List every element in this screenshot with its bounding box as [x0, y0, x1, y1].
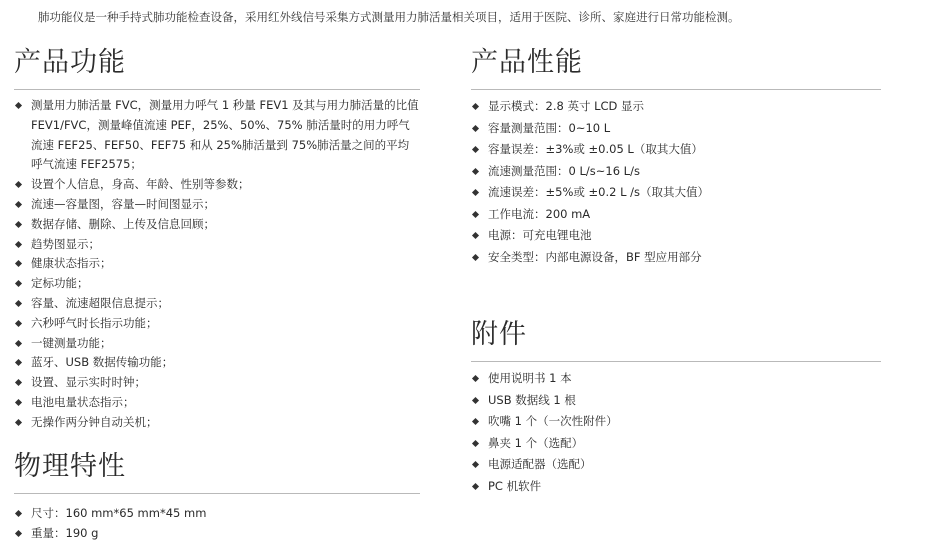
functions-item [14, 334, 420, 354]
functions-item [14, 175, 420, 195]
functions-item-text: 定标功能； [31, 276, 89, 291]
diamond-bullet-icon [15, 320, 22, 327]
diamond-bullet-icon [472, 482, 479, 489]
performance-item-text: 流速误差：±5%或 ±0.2 L /s（取其大值） [488, 185, 710, 199]
performance-item [471, 118, 881, 140]
functions-item-text: 容量、流速超限信息提示； [31, 295, 169, 310]
functions-item [14, 294, 420, 314]
functions-item [14, 353, 420, 373]
performance-item-text: 容量误差：±3%或 ±0.05 L（取其大值） [488, 142, 703, 156]
diamond-bullet-icon [15, 399, 22, 406]
performance-item-text: 工作电流：200 mA [488, 206, 591, 221]
accessories-title: 附件 [471, 319, 527, 350]
diamond-bullet-icon [472, 210, 479, 217]
functions-item-text: 六秒呼气时长指示功能； [31, 315, 158, 330]
diamond-bullet-icon [472, 167, 479, 174]
diamond-bullet-icon [15, 300, 22, 307]
diamond-bullet-icon [472, 103, 479, 110]
functions-item [14, 373, 420, 393]
performance-divider [471, 89, 881, 90]
accessories-item [471, 368, 881, 390]
accessories-item [471, 454, 881, 476]
diamond-bullet-icon [15, 221, 22, 228]
physical-item [14, 504, 420, 524]
functions-item [14, 215, 420, 235]
accessories-item [471, 476, 881, 498]
performance-item-text: 电源：可充电锂电池 [488, 228, 592, 242]
accessories-item-text: 吹嘴 1 个（一次性附件） [488, 414, 618, 428]
performance-item [471, 247, 881, 269]
functions-item-text: 健康状态指示； [31, 256, 112, 271]
functions-item-text: 一键测量功能； [31, 335, 112, 350]
accessories-item-text: 电源适配器（选配） [488, 457, 592, 471]
functions-item [14, 254, 420, 274]
performance-list [471, 96, 881, 268]
functions-item-text: 设置、显示实时时钟； [31, 375, 146, 390]
functions-item-text: 电池电量状态指示； [31, 394, 135, 409]
diamond-bullet-icon [472, 461, 479, 468]
functions-divider [14, 89, 420, 90]
functions-item-text: 设置个人信息，身高、年龄、性别等参数； [31, 177, 250, 192]
diamond-bullet-icon [15, 181, 22, 188]
accessories-list [471, 368, 881, 497]
performance-item-text: 安全类型：内部电源设备，BF 型应用部分 [488, 249, 702, 264]
diamond-bullet-icon [472, 232, 479, 239]
diamond-bullet-icon [15, 260, 22, 267]
functions-list [14, 96, 420, 433]
diamond-bullet-icon [15, 102, 22, 109]
functions-item [14, 274, 420, 294]
physical-title: 物理特性 [14, 451, 126, 482]
functions-item [14, 393, 420, 413]
performance-item [471, 96, 881, 118]
accessories-item [471, 433, 881, 455]
functions-item-text: 趋势图显示； [31, 236, 100, 251]
performance-item [471, 204, 881, 226]
performance-item-text: 流速测量范围：0 L/s~16 L/s [488, 163, 640, 178]
diamond-bullet-icon [15, 530, 22, 537]
physical-divider [14, 493, 420, 494]
accessories-item-text: USB 数据线 1 根 [488, 392, 576, 407]
performance-section [471, 46, 881, 268]
accessories-item-text: 鼻夹 1 个（选配） [488, 435, 584, 450]
performance-item-text: 显示模式：2.8 英寸 LCD 显示 [488, 99, 645, 113]
diamond-bullet-icon [472, 418, 479, 425]
diamond-bullet-icon [15, 419, 22, 426]
functions-item-text: 流速—容量图，容量—时间图显示； [31, 196, 215, 211]
functions-item [14, 413, 420, 433]
diamond-bullet-icon [472, 124, 479, 131]
accessories-item [471, 411, 881, 433]
functions-item [14, 235, 420, 255]
diamond-bullet-icon [15, 280, 22, 287]
accessories-item [471, 390, 881, 412]
diamond-bullet-icon [472, 396, 479, 403]
diamond-bullet-icon [472, 146, 479, 153]
performance-item [471, 139, 881, 161]
physical-item-text: 重量：190 g [31, 525, 99, 540]
performance-item [471, 182, 881, 204]
functions-item [14, 96, 420, 175]
functions-section [14, 46, 420, 433]
accessories-item-text: 使用说明书 1 本 [488, 371, 572, 385]
functions-title: 产品功能 [14, 47, 126, 78]
diamond-bullet-icon [15, 379, 22, 386]
performance-title: 产品性能 [471, 47, 583, 78]
diamond-bullet-icon [472, 439, 479, 446]
performance-item-text: 容量测量范围：0~10 L [488, 120, 611, 135]
functions-item [14, 195, 420, 215]
physical-section [14, 450, 420, 544]
accessories-section [471, 318, 881, 497]
performance-item [471, 161, 881, 183]
functions-item-text: 测量用力肺活量 FVC，测量用力呼气 1 秒量 FEV1 及其与用力肺活量的比值 FEV1/FVC，测量峰值流速 PEF，25%、50%、75% 肺活量时的用力呼气流速 FEF25、FEF50、FEF75 和从 25%肺活量到 75%肺活量之间的平均呼气流速 FEF2575； [31, 98, 419, 172]
functions-item [14, 314, 420, 334]
diamond-bullet-icon [15, 510, 22, 517]
functions-item-text: 无操作两分钟自动关机； [31, 414, 158, 429]
physical-item [14, 524, 420, 544]
diamond-bullet-icon [472, 375, 479, 382]
functions-item-text: 数据存储、删除、上传及信息回顾； [31, 216, 215, 231]
diamond-bullet-icon [472, 189, 479, 196]
diamond-bullet-icon [15, 359, 22, 366]
performance-item [471, 225, 881, 247]
functions-item-text: 蓝牙、USB 数据传输功能； [31, 355, 174, 370]
diamond-bullet-icon [15, 241, 22, 248]
diamond-bullet-icon [15, 340, 22, 347]
physical-list [14, 504, 420, 544]
physical-item-text: 尺寸：160 mm*65 mm*45 mm [31, 506, 207, 520]
accessories-divider [471, 361, 881, 362]
accessories-item-text: PC 机软件 [488, 478, 542, 493]
diamond-bullet-icon [15, 201, 22, 208]
intro-text: 肺功能仪是一种手持式肺功能检查设备，采用红外线信号采集方式测量用力肺活量相关项目，适用于医院、诊所、家庭进行日常功能检测。 [38, 10, 740, 24]
diamond-bullet-icon [472, 253, 479, 260]
